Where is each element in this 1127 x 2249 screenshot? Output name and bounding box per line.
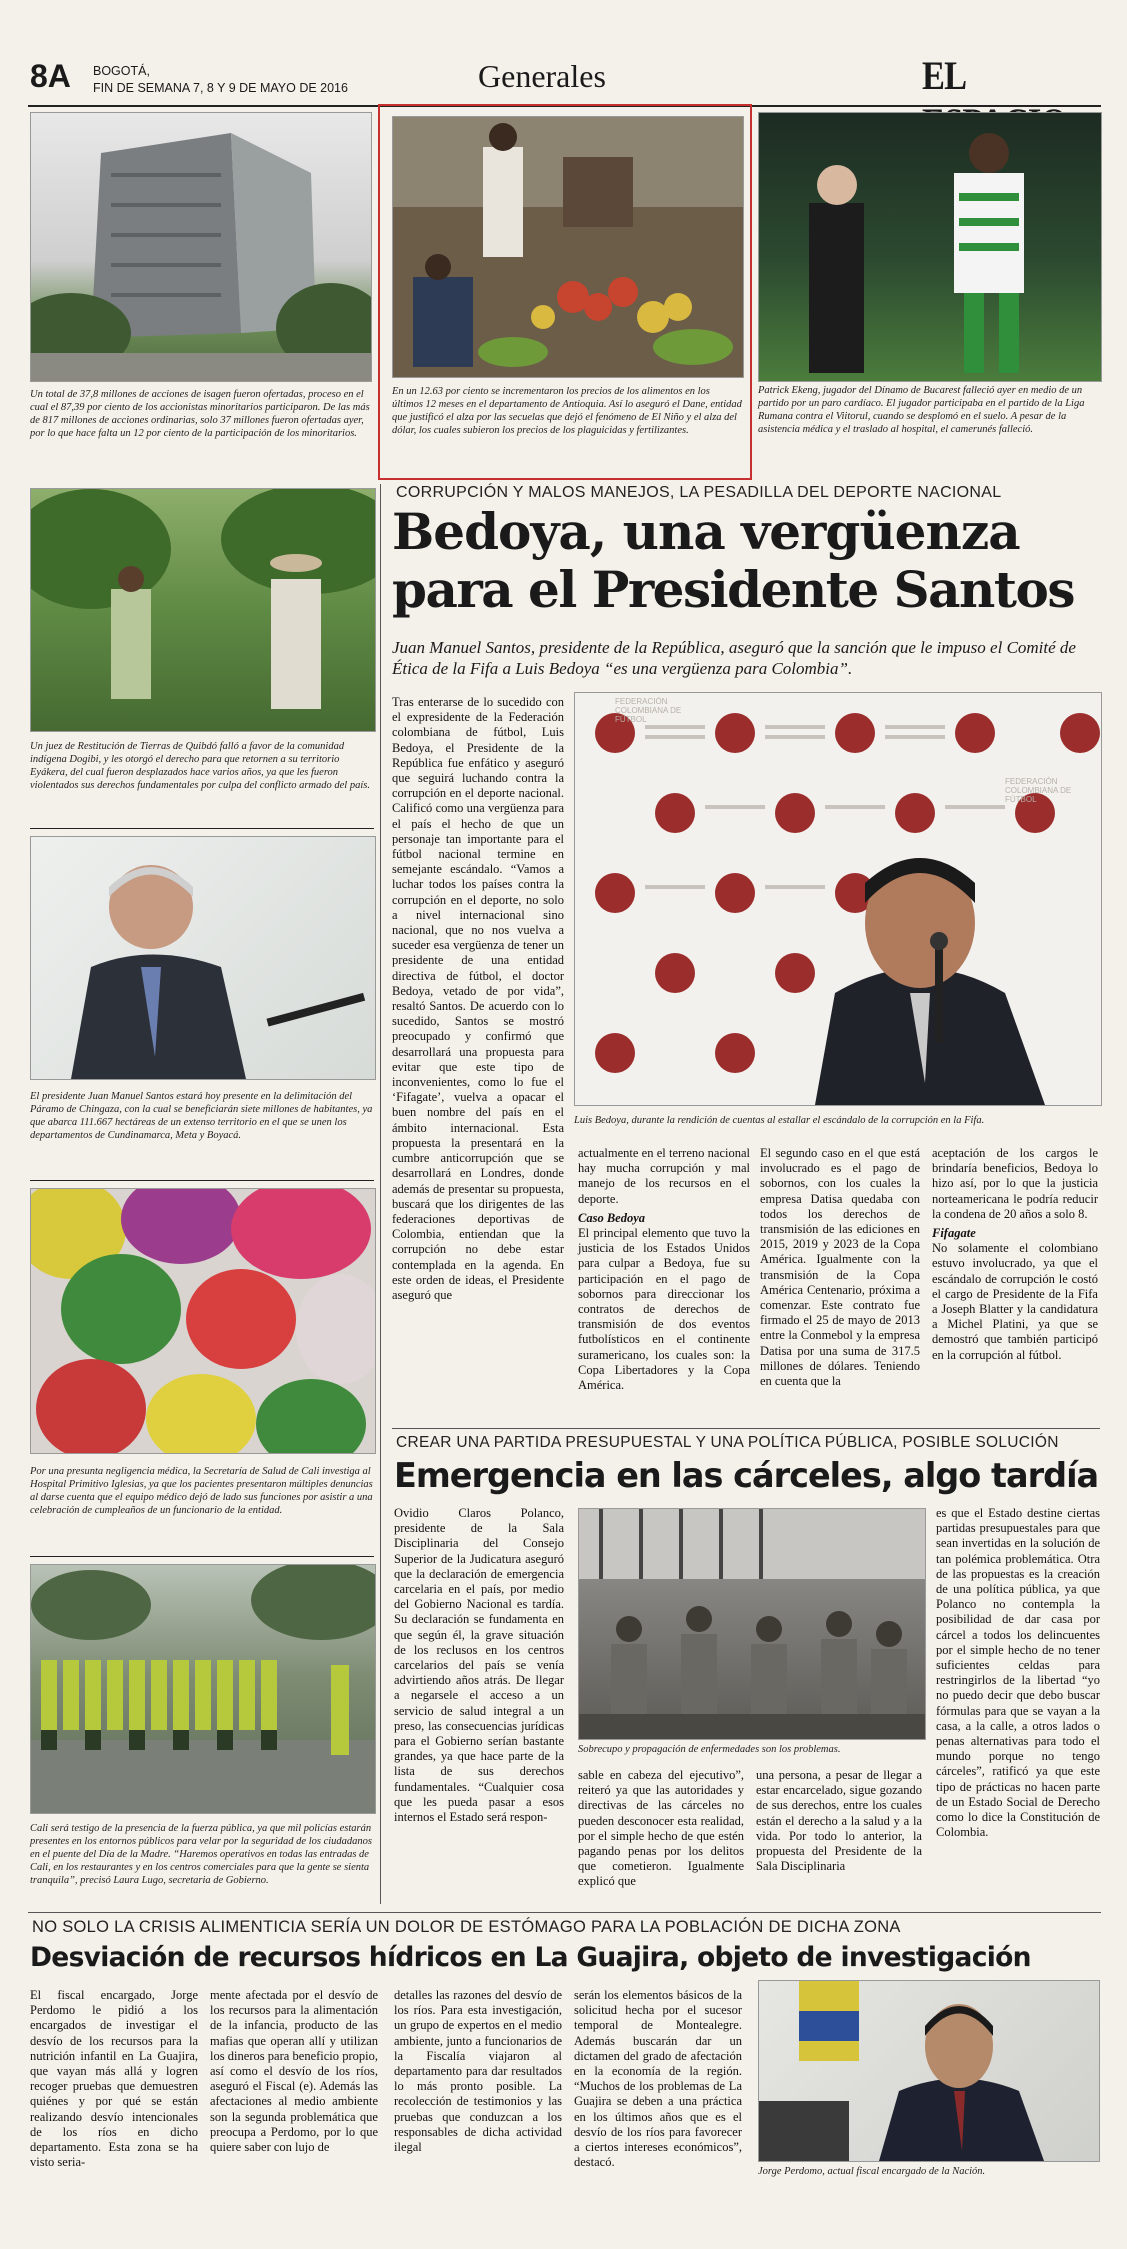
market-caption: En un 12.63 por ciento se incrementaron los precios de los alimentos en los últimos 12 meses en el departamento de Antioquia. Así lo aseguró el Dane, entidad que justificó el alza por las secuelas que dejó el fenómeno de El Niño y el alza del dólar, los cuales subieron los precios de los plaguicidas y fertilizantes.: [392, 386, 742, 436]
guajira-column-4: [574, 1988, 742, 2172]
market-stall-illustration: [393, 117, 743, 377]
guajira-kicker: NO SOLO LA CRISIS ALIMENTICIA SERÍA UN DOLOR DE ESTÓMAGO PARA LA POBLACIÓN DE DICHA ZONA: [32, 1918, 901, 1936]
quibdo-photo: [30, 488, 376, 732]
page-number: 8A: [30, 58, 71, 94]
bedoya-col1-text: Tras enterarse de lo sucedido con el expresidente de la Federación colombiana de fútbol, Luis Bedoya, el Presidente de la República fue enfático y aseguró que seguirá luchando contra la corrupción en el deporte nacional. Calificó como una vergüenza para el país el hecho de que un personaje tan importante para el fútbol nacional termine en semejante escándalo. “Vamos a luchar todos los países contra la corrupción en el deporte, no solo a nivel internacional sino nacional, que no nos vuelva a suceder esa vergüenza de tener un presidente de una entidad directiva de fútbol, el doctor Bedoya, vetado de por vida”, resaltó Santos. De acuerdo con lo sucedido, Santos se mostró preocupado y confirmó que desarrollará una propuesta para evitar que este tipo de inconvenientes, como lo fue el ‘Fifagate’, vuelva a opacar el buen nombre del país en el ámbito internacional. Esta propuesta la presentará en la cumbre anticorrupción que se desarrollará en Londres, donde además de presentar su propuesta, buscará que los dirigentes de las federaciones deportivas de Colombia, entiendan que la corrupción no debe estar contemplada en la agenda. En este orden de ideas, el Presidente aseguró que: [392, 695, 564, 1302]
carceles-column-3: [756, 1768, 922, 1876]
guajira-headline: Desviación de recursos hídricos en La Guajira, objeto de investigación: [30, 1942, 1031, 1973]
bedoya-headline-1: Bedoya, una vergüenza: [392, 502, 1020, 561]
isagen-building-illustration: [31, 113, 371, 381]
caso-bedoya-subhead: Caso Bedoya: [578, 1210, 646, 1225]
perdomo-photo: [758, 1980, 1100, 2162]
section-title: Generales: [478, 58, 606, 94]
perdomo-portrait-illustration: [759, 1981, 1099, 2161]
carceles-col3-text: una persona, a pesar de llegar a estar encarcelado, sigue gozando de sus derechos, entre los cuales están el derecho a la salud y a la vida. Por todo lo anterior, la propuesta del Presidente de la Sala Disciplinaria: [756, 1768, 922, 1874]
police-formation-illustration: [31, 1565, 375, 1813]
market-highlight-bottom: [378, 478, 752, 480]
bedoya-col3-text: El segundo caso en el que está involucrado es el pago de sobornos, con los cuales la empresa Datisa quedaba con todos los derechos de transmisión de las ediciones en 2015, 2019 y 2023 de la Copa América. Igualmente con la transmisión de la Copa América Centenario, próxima a comenzar. Este contrato fue firmado el 25 de mayo de 2013 entre la Conmebol y la empresa Datisa por una suma de 317.5 millones de dólares. Teniendo en cuenta que la: [760, 1146, 920, 1389]
left-column-rule: [380, 484, 381, 1904]
market-photo: [392, 116, 744, 378]
chingaza-caption: El presidente Juan Manuel Santos estará hoy presente en la delimitación del Páramo de Chingaza, con la cual se beneficiarán siete millones de habitantes, ya que abarca 111.667 hectáreas de un extenso territorio en el que se unen los departamentos de Cundinamarca, Meta y Boyacá.: [30, 1091, 373, 1141]
quibdo-field-illustration: [31, 489, 375, 731]
bedoya-photo-caption: Luis Bedoya, durante la rendición de cuentas al estallar el escándalo de la corrupción en la Fifa.: [574, 1115, 985, 1126]
bedoya-headline-2: para el Presidente Santos: [392, 560, 1075, 619]
police-photo: [30, 1564, 376, 1814]
prison-photo: [578, 1508, 926, 1740]
ekeng-caption: Patrick Ekeng, jugador del Dínamo de Bucarest falleció ayer en medio de un partido por un paro cardíaco. El jugador participaba en el partido de la Liga Rumana contra el Viitorul, cuando se desplomó en el suelo. A pesar de la asistencia médica y el traslado al hospital, el camerunés falleció.: [758, 385, 1085, 435]
left-divider-3: [30, 1556, 374, 1557]
carceles-kicker: CREAR UNA PARTIDA PRESUPUESTAL Y UNA POLÍTICA PÚBLICA, POSIBLE SOLUCIÓN: [396, 1434, 1059, 1451]
bedoya-column-1: [392, 695, 564, 1305]
backdrop-label-2: FEDERACIÓN COLOMBIANA DE FÚTBOL: [1005, 777, 1072, 804]
santos-photo: [30, 836, 376, 1080]
market-highlight-right: [750, 104, 752, 480]
football-players-illustration: [759, 113, 1101, 381]
bedoya-col4b-text: No solamente el colombiano estuvo involucrado, ya que el escándalo de corrupción le costó el cargo de Presidente de la Fifa a Joseph Blatter y la candidatura a Michel Platini, ya que se demostró que también participó en la corrupción al fútbol.: [932, 1241, 1098, 1362]
prison-inmates-illustration: [579, 1509, 925, 1739]
carceles-top-rule: [392, 1428, 1100, 1429]
bedoya-kicker: CORRUPCIÓN Y MALOS MANEJOS, LA PESADILLA DEL DEPORTE NACIONAL: [396, 484, 1002, 501]
bedoya-column-3: [760, 1146, 920, 1391]
cali-fuerza-caption: Cali será testigo de la presencia de la fuerza pública, ya que mil policías estarán presentes en los entornos públicos para velar por la seguridad de los ciudadanos en el puente del Día de la Madre. “Haremos operativos en todas las entradas de Cali, en los restaurantes y en los centros comerciales para que la gente se sienta tranquila”, precisó Laura Lugo, secretaria de Gobierno.: [30, 1823, 373, 1886]
left-divider-1: [30, 828, 374, 829]
fifagate-subhead: Fifagate: [932, 1226, 976, 1241]
prison-photo-caption: Sobrecupo y propagación de enfermedades son los problemas.: [578, 1744, 841, 1755]
market-highlight-top: [378, 104, 752, 106]
bedoya-deck: Juan Manuel Santos, presidente de la República, aseguró que la sanción que le impuso el Comité de Ética de la Fifa a Luis Bedoya “es una vergüenza para Colombia”.: [392, 638, 1076, 678]
santos-portrait-illustration: [31, 837, 375, 1079]
guajira-col1-text: El fiscal encargado, Jorge Perdomo le pidió a los encargados de investigar el desvío de los recursos para la nutrición infantil en La Guajira, que vayan más allá y logren recoger pruebas que demuestren quiénes y por qué se están realizando desvío intencionales de los ríos en dicho departamento. Esta zona se ha visto seria-: [30, 1988, 198, 2170]
bedoya-column-2: [578, 1146, 750, 1395]
carceles-column-4: [936, 1506, 1100, 1842]
carceles-col2-text: sable en cabeza del ejecutivo”, reiteró ya que las autoridades y directivas de las cárceles no pueden desconocer esta realidad, por el simple hecho de que estén pagando penas por los delitos que cometieron. Igualmente explicó que: [578, 1768, 744, 1889]
bedoya-col2a-text: actualmente en el terreno nacional hay mucha corrupción y mal manejo de los recursos en el deporte.: [578, 1146, 750, 1206]
perdomo-caption: Jorge Perdomo, actual fiscal encargado de la Nación.: [758, 2166, 986, 2177]
football-photo: [758, 112, 1102, 382]
cali-salud-caption: Por una presunta negligencia médica, la Secretaría de Salud de Cali investiga al Hospital Primitivo Iglesias, ya que los pacientes presentaron múltiples denuncias al darse cuenta que el equipo médico dejó de lado sus funciones por asistir a una celebración de cumpleaños de un funcionario de la entidad.: [30, 1466, 373, 1516]
bedoya-photo: [574, 692, 1102, 1106]
bedoya-col4a-text: aceptación de los cargos le brindaría beneficios, Bedoya lo hizo así, por lo que la justicia norteamericana le podría reducir la condena de 20 años a solo 8.: [932, 1146, 1098, 1221]
masthead: EL: [922, 53, 965, 98]
bedoya-press-backdrop-illustration: [575, 693, 1101, 1105]
guajira-column-2: [210, 1988, 378, 2157]
dateline-date: FIN DE SEMANA 7, 8 Y 9 DE MAYO DE 2016: [93, 81, 348, 95]
carceles-column-1: [394, 1506, 564, 1827]
balloons-photo: [30, 1188, 376, 1454]
carceles-column-2: [578, 1768, 744, 1892]
backdrop-label-1: FEDERACIÓN COLOMBIANA DE FÚTBOL: [615, 697, 682, 724]
isagen-building-photo: [30, 112, 372, 382]
carceles-headline: Emergencia en las cárceles, algo tardía: [394, 1456, 1099, 1495]
guajira-col3-text: detalles las razones del desvío de los ríos. Para esta investigación, un grupo de expertos en el medio ambiente, junto a funcionarios de la Fiscalía viajaron al departamento para dar resultados lo más pronto posible. La recolección de testimonios y las pruebas que conduzcan a los responsables de dicha actividad ilegal: [394, 1988, 562, 2155]
market-highlight-left: [378, 104, 380, 480]
carceles-col4-text: es que el Estado destine ciertas partidas presupuestales para que sean invertidas en la solución de tan polémica problemática. Otra de las propuestas es la creación de una política pública, ya que Polanco no contempla la posibilidad de dar casa por cárcel a todos los delincuentes por el simple hecho de no tener suficientes celdas para restringirlos de la libertad “yo no puedo decir que debo buscar fórmulas para que se vayan a la casa, a la calle, a otros lados o penas alternativas para todo el mundo porque no tengo cárceles”, ratificó ya que este tipo de prácticas no hacen parte de un Estado Social de Derecho como lo dice la Constitución de Colombia.: [936, 1506, 1100, 1840]
guajira-col2-text: mente afectada por el desvío de los recursos para la alimentación de la infancia, producto de las mafias que operan allí y utilizan los dineros para beneficio propio, así como el desvío de los ríos, aseguró el Fiscal (e). Además las afectaciones al medio ambiente son la segunda problemática que preocupa a Perdomo, por lo que quiere saber con lujo de: [210, 1988, 378, 2155]
guajira-column-3: [394, 1988, 562, 2157]
dateline-city: BOGOTÁ,: [93, 64, 150, 78]
quibdo-caption: Un juez de Restitución de Tierras de Quibdó falló a favor de la comunidad indígena Dogibi, y les otorgó el derecho para que retornen a su territorio Eyákera, del cual fueron desplazados hace varios años, ya que les fueron violentados sus derechos fundamentales por culpa del conflicto armado del país.: [30, 741, 370, 791]
bedoya-column-4: [932, 1146, 1098, 1365]
isagen-caption: Un total de 37,8 millones de acciones de isagen fueron ofertadas, proceso en el cual el 87,39 por ciento de los accionistas minoritarios participaron. De las más de 817 millones de acciones ordinarias, solo 37 millones fueron ofertadas ayer, por lo que hace falta un 12 por ciento de la participación de los minoritarios.: [30, 389, 370, 439]
carceles-col1-text: Ovidio Claros Polanco, presidente de la Sala Disciplinaria del Consejo Superior de la Judicatura aseguró que la declaración de emergencia carcelaria en el país, por medio del Gobierno Nacional es tardía. Su declaración se fundamenta en que según él, la grave situación de los reclusos en los centros carcelarios del país se venía advirtiendo años atrás. De llegar a negarsele el acceso a un servicio de salud integral a un preso, las consecuencias jurídicas para el Gobierno serían bastante grandes, ya que hace parte de la lista de sus derechos fundamentales. “Cualquier cosa que les pueda pasar a esos internos el Estado será respon-: [394, 1506, 564, 1825]
guajira-top-rule: [28, 1912, 1101, 1913]
guajira-column-1: [30, 1988, 198, 2172]
guajira-col4-text: serán los elementos básicos de la solicitud hecha por el sucesor temporal de Montealegre. Además buscarán dar un dictamen del grado de afectación en la economía de la región. “Muchos de los problemas de La Guajira se deben a una práctica en los últimos años que es el desvío de los ríos para favorecer a ciertos intereses económicos”, destacó.: [574, 1988, 742, 2170]
bedoya-col2b-text: El principal elemento que tuvo la justicia de los Estados Unidos para culpar a Bedoya, fue su participación en el pago de sobornos para direccionar los contratos de derechos de transmisión de dos eventos futbolísticos en el continente suramericano, los cuales son: la Copa Libertadores y la Copa América.: [578, 1226, 750, 1393]
left-divider-2: [30, 1180, 374, 1181]
balloons-illustration: [31, 1189, 375, 1453]
